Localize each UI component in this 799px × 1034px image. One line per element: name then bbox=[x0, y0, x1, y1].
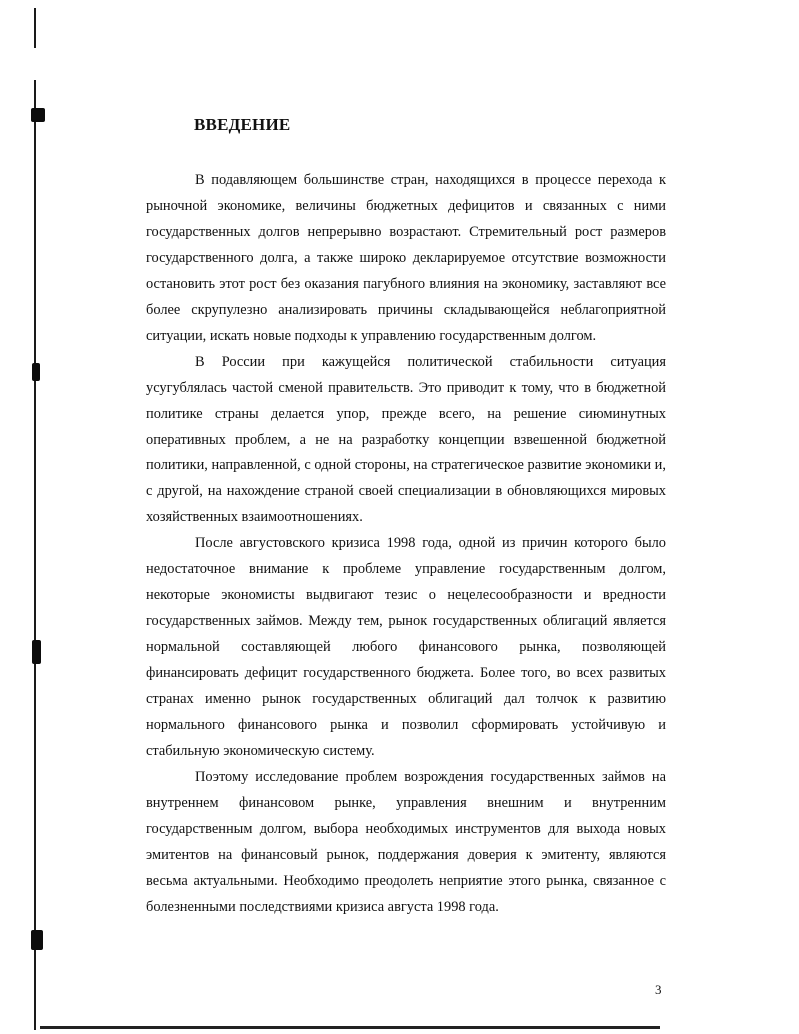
paragraph-3: После августовского кризиса 1998 года, одной из причин которого было недостаточное внимание к проблеме управление государственным долгом, некоторые экономисты выдвигают тезис о нецелесообразности и вредности государственных займов. Между тем, рынок государственных облигаций является нормальной составляющей любого финансового рынка, позволяющей финансировать дефицит государственного бюджета. Более того, во всех развитых странах именно рынок государственных облигаций дал толчок к развитию нормального финансового рынка и позволил сформировать устойчивую и стабильную экономическую систему. bbox=[146, 535, 666, 759]
paragraph-4: Поэтому исследование проблем возрождения государственных займов на внутреннем финансовом рынке, управления внешним и внутренним государственным долгом, выбора необходимых инструментов для выхода новых эмитентов на финансовый рынок, поддержания доверия к эмитенту, являются весьма актуальными. Необходимо преодолеть неприятие этого рынка, связанное с болезненными последствиями кризиса августа 1998 года. bbox=[146, 768, 666, 915]
scan-edge-mark-2 bbox=[32, 363, 40, 381]
scan-edge-mark-1 bbox=[31, 108, 45, 122]
scan-edge-line-main bbox=[34, 80, 36, 1030]
paragraph-2: В России при кажущейся политической стабильности ситуация усугублялась частой сменой правительств. Это приводит к тому, что в бюджетной политике страны делается упор, прежде всего, на решение сиюминутных оперативных проблем, а не на разработку концепции взвешенной бюджетной политики, направленной, с одной стороны, на стратегическое развитие экономики и, с другой, на нахождение страной своей специализации в обновляющихся мировых хозяйственных взаимоотношениях. bbox=[146, 353, 666, 526]
paragraph-1: В подавляющем большинстве стран, находящихся в процессе перехода к рыночной экономике, величины бюджетных дефицитов и связанных с ними государственных долгов непрерывно возрастают. Стремительный рост размеров государственного долга, а также широко декларируемое отсутствие возможности остановить этот рост без оказания пагубного влияния на экономику, заставляют все более скрупулезно анализировать причины складывающейся неблагоприятной ситуации, искать новые подходы к управлению государственным долгом. bbox=[146, 172, 666, 344]
scan-edge-line-top bbox=[34, 8, 36, 48]
scan-binding-edge bbox=[33, 0, 37, 1034]
page-heading: ВВЕДЕНИЕ bbox=[194, 115, 291, 134]
scan-edge-mark-4 bbox=[31, 930, 43, 950]
scan-edge-mark-3 bbox=[32, 640, 41, 664]
body-text bbox=[146, 168, 666, 921]
page-number: 3 bbox=[655, 982, 662, 997]
scan-bottom-edge bbox=[40, 1026, 660, 1029]
